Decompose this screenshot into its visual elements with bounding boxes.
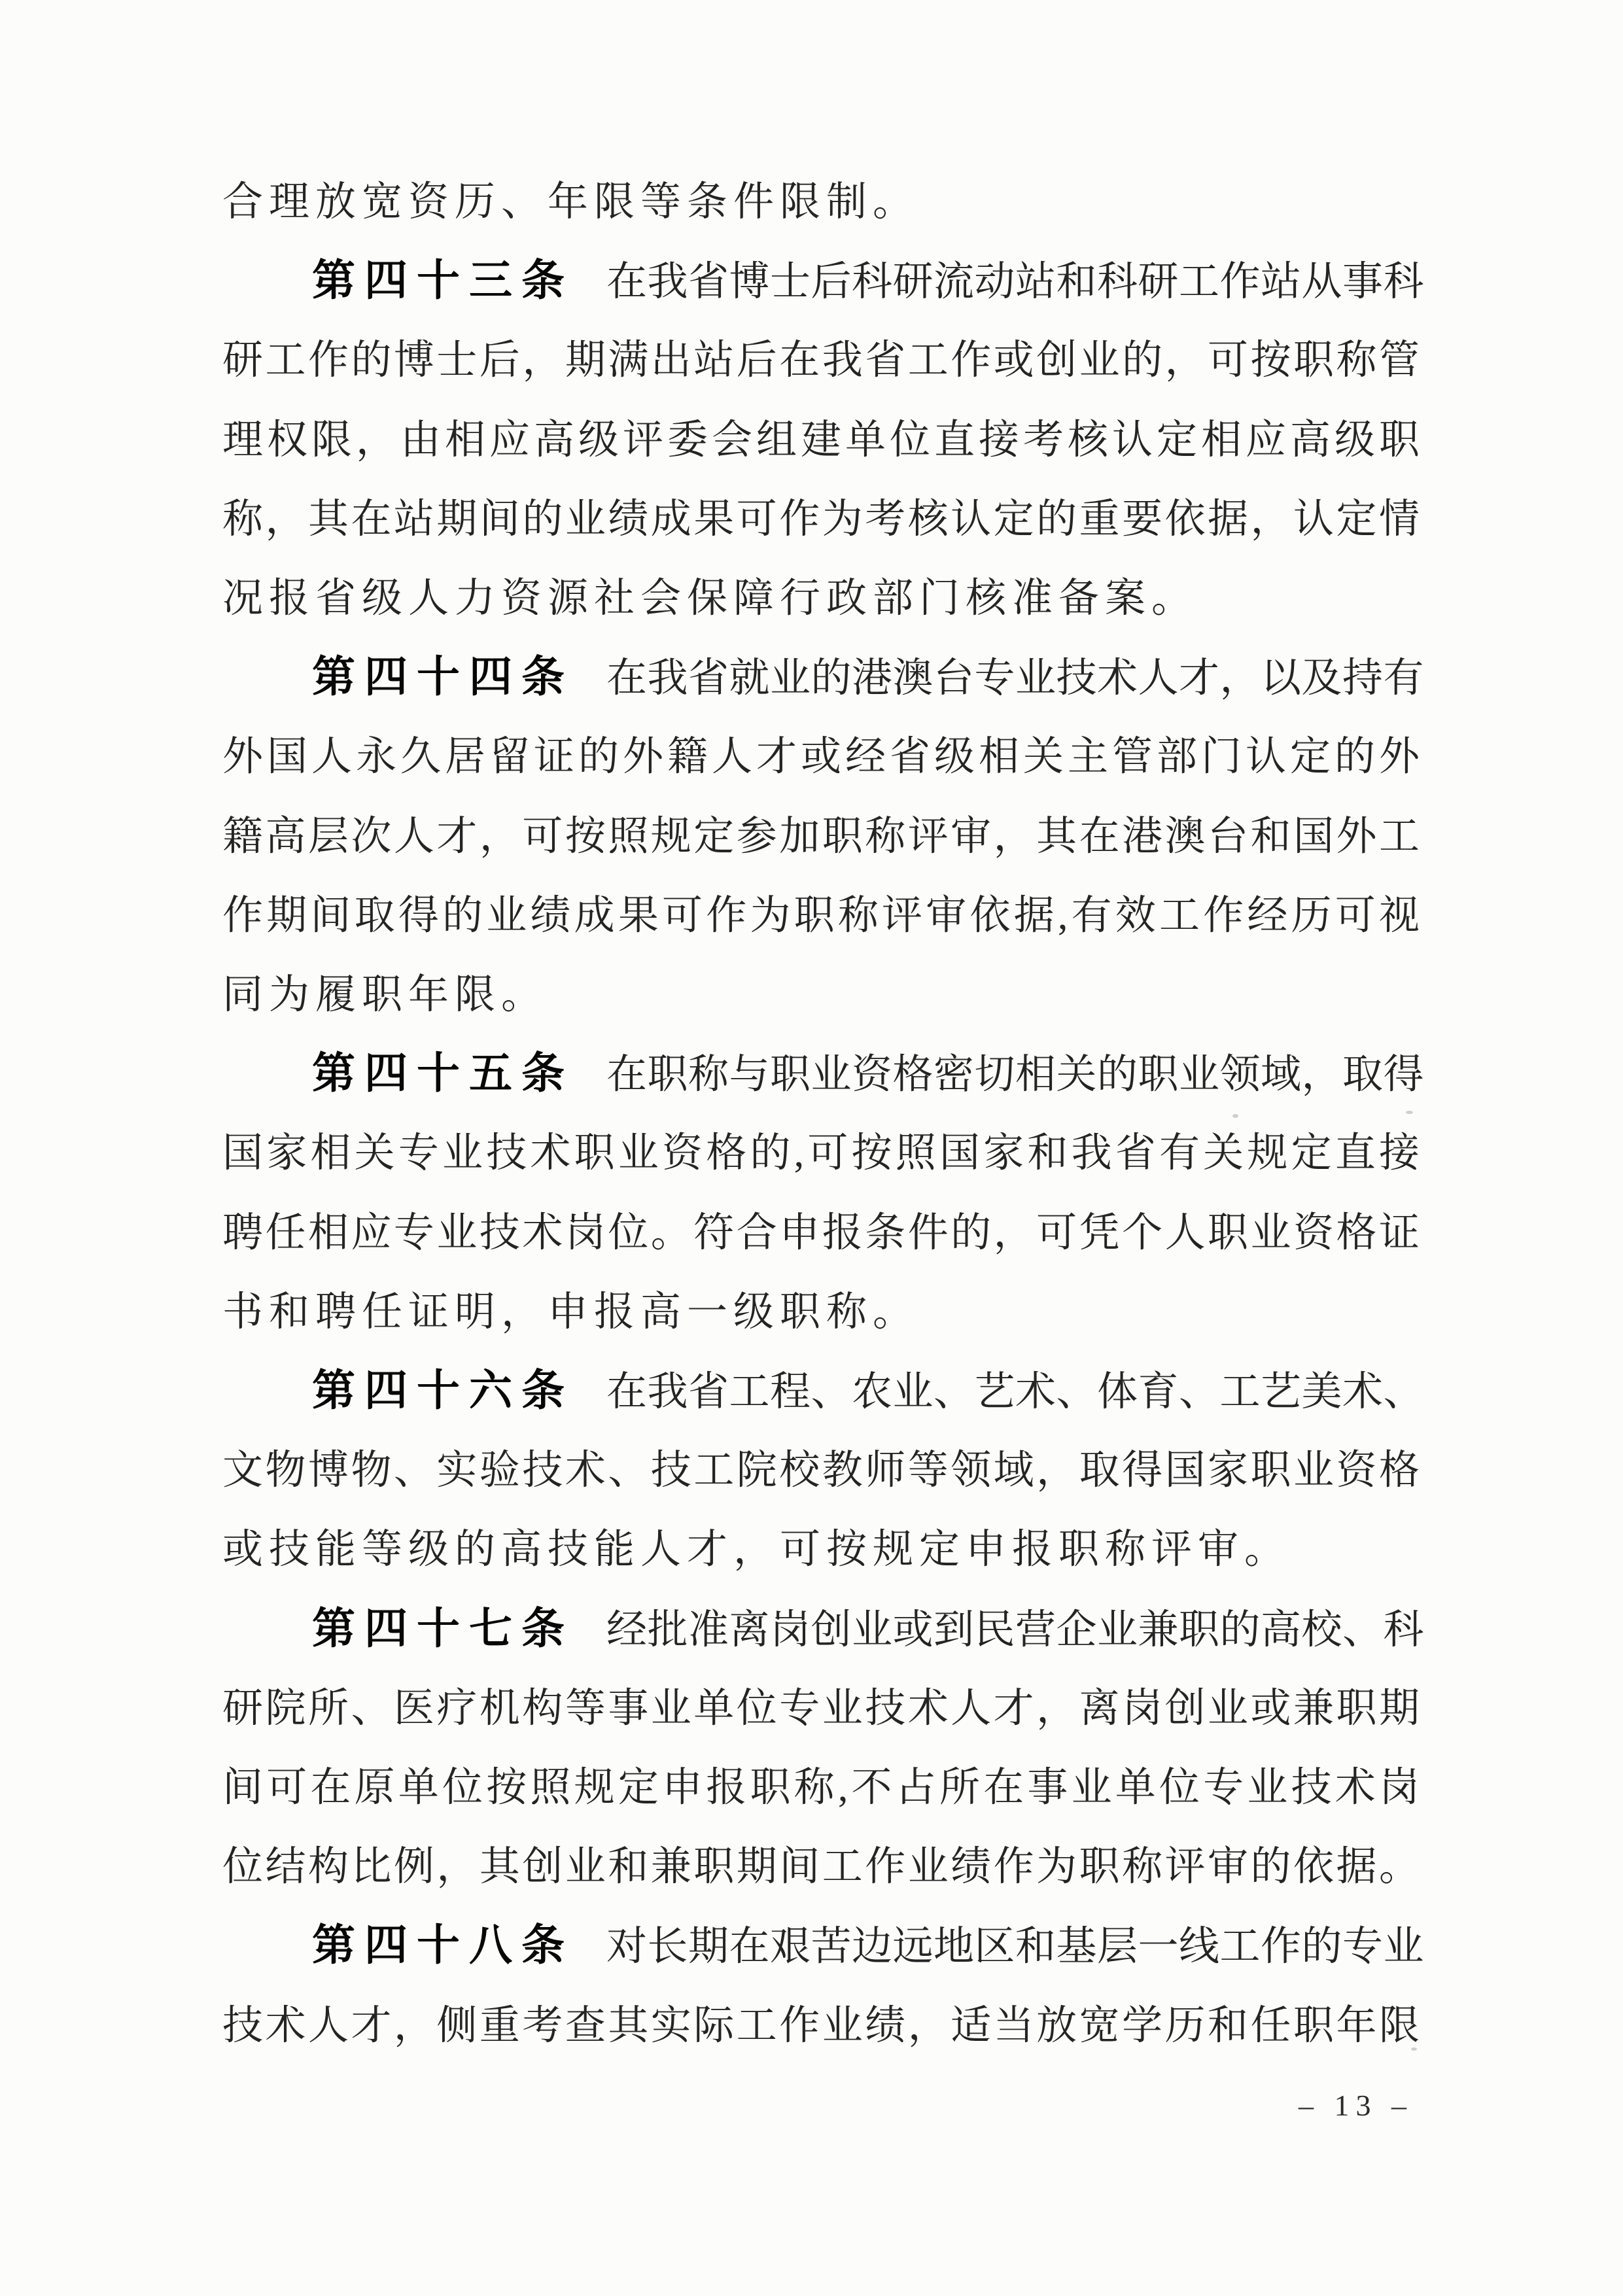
paragraph-line: 合理放宽资历、年限等条件限制。: [222, 180, 920, 224]
paragraph-first-line: [222, 653, 1425, 701]
paragraph-text: 经批准离岗创业或到民营企业兼职的高校、科: [606, 1608, 1425, 1652]
paragraph-line: 况报省级人力资源社会保障行政部门核准备案。: [222, 576, 1198, 621]
paragraph-line: 理权限，由相应高级评委会组建单位直接考核认定相应高级职: [222, 418, 1421, 462]
article-number: 第四十五条: [312, 1050, 574, 1098]
paragraph-first-line: [222, 1922, 1425, 1970]
paragraph-line: 聘任相应专业技术岗位。符合申报条件的，可凭个人职业资格证: [222, 1211, 1421, 1255]
paragraph-line: 或技能等级的高技能人才，可按规定申报职称评审。: [222, 1527, 1291, 1572]
article-number: 第四十四条: [312, 653, 574, 701]
scan-speck: [1232, 1114, 1238, 1118]
scan-speck: [1411, 2047, 1417, 2051]
paragraph-text: 在我省博士后科研流动站和科研工作站从事科: [606, 260, 1425, 304]
paragraph-text: 在我省就业的港澳台专业技术人才，以及持有: [606, 656, 1425, 701]
paragraph-line: 文物博物、实验技术、技工院校教师等领域，取得国家职业资格: [222, 1448, 1421, 1493]
paragraph-text: 在职称与职业资格密切相关的职业领域，取得: [606, 1052, 1425, 1097]
term-gap: [574, 1404, 606, 1405]
paragraph-line: 间可在原单位按照规定申报职称,不占所在事业单位专业技术岗: [222, 1765, 1421, 1810]
paragraph-text: 对长期在艰苦边远地区和基层一线工作的专业: [606, 1924, 1425, 1969]
page-number: – 13 –: [1299, 2089, 1413, 2122]
paragraph-line: 研院所、医疗机构等事业单位专业技术人才，离岗创业或兼职期: [222, 1686, 1421, 1731]
paragraph-line: 书和聘任证明，申报高一级职称。: [222, 1290, 920, 1334]
term-gap: [574, 1959, 606, 1960]
paragraph-line: 外国人永久居留证的外籍人才或经省级相关主管部门认定的外: [222, 735, 1421, 779]
scan-speck: [1406, 1111, 1413, 1114]
paragraph-line: 称，其在站期间的业绩成果可作为考核认定的重要依据，认定情: [222, 497, 1421, 542]
article-number: 第四十六条: [312, 1367, 574, 1415]
paragraph-line: 同为履职年限。: [222, 973, 548, 1017]
article-number: 第四十三条: [312, 257, 574, 305]
paragraph-line: 籍高层次人才，可按照规定参加职称评审，其在港澳台和国外工: [222, 814, 1421, 859]
paragraph-line: 国家相关专业技术职业资格的,可按照国家和我省有关规定直接: [222, 1131, 1421, 1175]
term-gap: [574, 1087, 606, 1088]
paragraph-first-line: [222, 1050, 1425, 1098]
paragraph-first-line: [222, 1605, 1425, 1653]
term-gap: [574, 294, 606, 295]
article-number: 第四十七条: [312, 1605, 574, 1653]
paragraph-text: 在我省工程、农业、艺术、体育、工艺美术、: [606, 1370, 1425, 1414]
article-number: 第四十八条: [312, 1922, 574, 1970]
paragraph-line: 作期间取得的业绩成果可作为职称评审依据,有效工作经历可视: [222, 894, 1421, 938]
paragraph-line: 研工作的博士后，期满出站后在我省工作或创业的，可按职称管: [222, 338, 1421, 383]
paragraph-first-line: [222, 1367, 1425, 1415]
paragraph-line: 位结构比例，其创业和兼职期间工作业绩作为职称评审的依据。: [222, 1845, 1421, 1889]
paragraph-line: 技术人才，侧重考查其实际工作业绩，适当放宽学历和任职年限: [222, 2004, 1421, 2048]
paragraph-first-line: [222, 257, 1425, 305]
